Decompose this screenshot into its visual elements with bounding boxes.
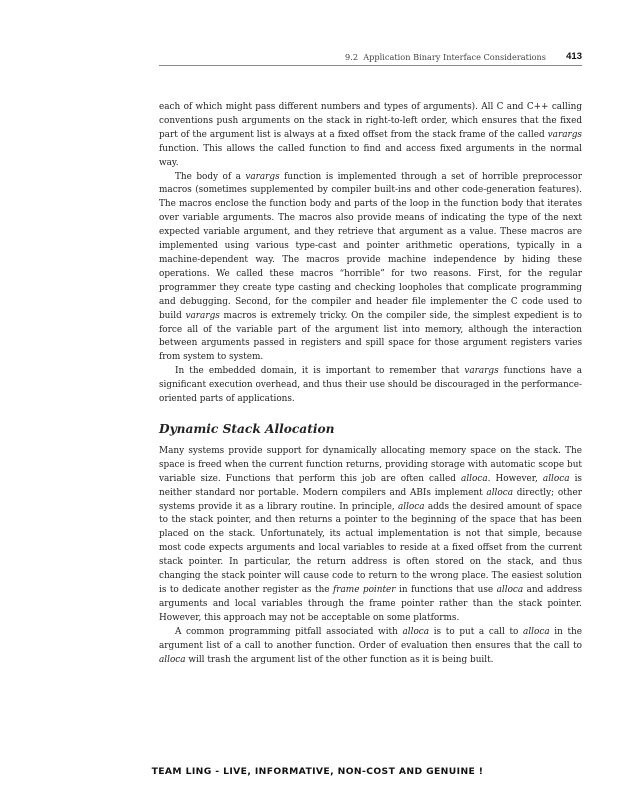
text-run: in functions that use xyxy=(395,585,497,595)
italic-term: alloca xyxy=(397,501,425,512)
paragraph-2 xyxy=(159,171,582,366)
text-run: function is implemented through a set of horrible preprocessor macros (sometimes supplemented by compiler built-ins and other code-generation features). The macros enclose the function body and parts of the loop in the function body that iterates over variable arguments. The macros also provide means of indicating the type of the next expected variable argument, and they retrieve that argument as a value. These macros are implemented using various type-cast and pointer arithmetic operations, typically in a machine-dependent way. The macros provide machine independence by hiding these operations. We called these macros “horrible” for two reasons. First, for the regular programmer they create type casting and checking loopholes that complicate programming and debugging. Second, for the compiler and header file implementer the C code used to build xyxy=(159,171,582,321)
page-number: 413 xyxy=(566,51,582,62)
italic-term: varargs xyxy=(185,310,220,321)
text-run: The body of a xyxy=(175,171,246,182)
italic-term: alloca xyxy=(461,473,488,484)
italic-term: alloca xyxy=(496,585,524,595)
paragraph-5 xyxy=(159,626,582,668)
text-run: is neither standard nor portable. Modern compilers and ABIs implement xyxy=(159,473,582,498)
text-run: . However, xyxy=(487,473,543,484)
text-run: will trash the argument list of the other function as it is being built. xyxy=(185,654,494,665)
italic-term: alloca xyxy=(402,626,430,637)
italic-term: alloca xyxy=(159,654,186,665)
running-header xyxy=(159,51,582,66)
text-run: directly; other systems provide it as a library routine. In principle, xyxy=(159,487,582,512)
section-heading: Dynamic Stack Allocation xyxy=(159,421,335,436)
text-run: Many systems provide support for dynamically allocating memory space on the stack. The space is freed when the current function returns, providing storage with automatic scope but variable size. Functions that perform this job are often called xyxy=(159,445,582,484)
text-run: function. This allows the called function to find and access fixed arguments in the normal way. xyxy=(159,143,582,168)
italic-term: varargs xyxy=(547,129,582,140)
italic-term: alloca xyxy=(542,473,570,484)
text-run: in the argument list of a call to another function. Order of evaluation then ensures that the call to xyxy=(159,626,583,651)
section-number: 9.2 xyxy=(345,52,359,62)
text-run: is to put a call to xyxy=(429,626,524,637)
text-run: A common programming pitfall associated with xyxy=(175,626,403,637)
italic-term: frame pointer xyxy=(332,585,396,595)
footer-watermark: TEAM LING - LIVE, INFORMATIVE, NON-COST AND GENUINE ! xyxy=(151,766,484,777)
text-run: functions have a significant execution overhead, and thus their use should be discouraged in the performance-oriented parts of applications. xyxy=(159,366,583,405)
paragraph-1 xyxy=(159,101,582,171)
text-run: macros is extremely tricky. On the compiler side, the simplest expedient is to force all of the variable part of the argument list into memory, although the interaction between arguments passed in registers and spill space for those argument registers varies from system to system. xyxy=(159,310,582,363)
text-run: and address arguments and local variables through the frame pointer rather than the stack pointer. However, this approach may not be acceptable on some platforms. xyxy=(159,585,583,623)
text-run: each of which might pass different numbers and types of arguments). All C and C++ calling conventions push arguments on the stack in right-to-left order, which ensures that the fixed part of the argument list is always at a fixed offset from the stack frame of the called xyxy=(159,102,582,140)
paragraph-3 xyxy=(159,365,582,407)
italic-term: varargs xyxy=(464,366,499,377)
running-title xyxy=(345,52,546,62)
text-run: adds the desired amount of space to the stack pointer, and then returns a pointer to the beginning of the space that has been placed on the stack. Unfortunately, its actual implementation is not that simple, because most code expects arguments and local variables to reside at a fixed offset from the current stack pointer. In particular, the return address is often stored on the stack, and thus changing the stack pointer will cause code to return to the wrong place. The easiest solution is to dedicate another register as the xyxy=(159,501,582,595)
italic-term: varargs xyxy=(245,171,280,182)
italic-term: alloca xyxy=(523,626,550,637)
paragraph-4 xyxy=(159,445,582,626)
italic-term: alloca xyxy=(486,487,513,498)
text-run: In the embedded domain, it is important to remember that xyxy=(175,366,465,377)
section-title: Application Binary Interface Considerations xyxy=(363,52,546,62)
body-text xyxy=(159,101,582,667)
